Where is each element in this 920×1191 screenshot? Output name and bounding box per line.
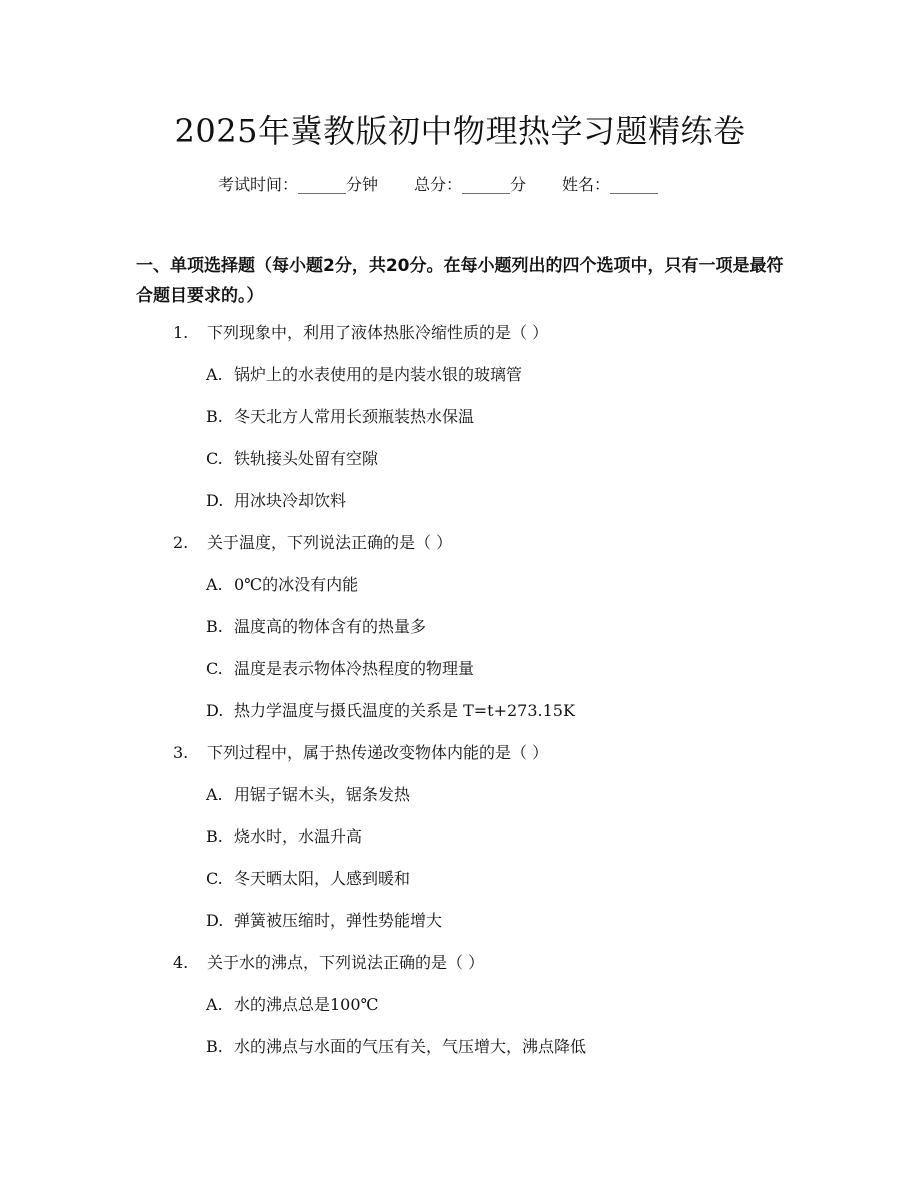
exam-info-line [218,173,658,197]
option-text: 水的沸点总是100℃ [234,995,379,1014]
option-letter: A. [206,575,223,594]
option-text: 热力学温度与摄氏温度的关系是 T=t+273.15K [234,701,575,720]
option-letter: C. [206,659,223,678]
option-letter: A. [206,785,223,804]
question-text: 下列过程中，属于热传递改变物体内能的是（ ） [207,743,549,762]
question-number: 4. [173,953,189,972]
option-text: 冬天晒太阳，人感到暖和 [234,869,411,888]
question-text: 关于温度，下列说法正确的是（ ） [207,533,453,552]
option-letter: B. [206,827,223,846]
answer-option [206,485,346,517]
option-text: 0℃的冰没有内能 [234,575,359,594]
option-text: 用冰块冷却饮料 [234,491,347,510]
option-text: 温度高的物体含有的热量多 [234,617,427,636]
option-text: 锅炉上的水表使用的是内装水银的玻璃管 [234,365,523,384]
option-letter: B. [206,407,223,426]
section-heading: 一、单项选择题（每小题2分，共20分。在每小题列出的四个选项中，只有一项是最符合题目要求的。） [136,256,784,306]
question-stem [173,317,548,349]
answer-option [206,443,378,475]
option-text: 冬天北方人常用长颈瓶装热水保温 [234,407,475,426]
option-text: 温度是表示物体冷热程度的物理量 [234,659,475,678]
answer-option [206,779,410,811]
option-letter: A. [206,365,223,384]
name-field: 姓名：______ [562,175,659,194]
question-text: 下列现象中，利用了液体热胀冷缩性质的是（ ） [207,323,549,342]
question-number: 3. [173,743,189,762]
option-letter: C. [206,449,223,468]
option-text: 铁轨接头处留有空隙 [234,449,379,468]
question-stem [173,527,452,559]
option-letter: D. [206,911,224,930]
page-title: 2025年冀教版初中物理热学习题精练卷 [174,112,746,150]
question-text: 关于水的沸点，下列说法正确的是（ ） [207,953,485,972]
total-score-field: 总分：______分 [414,175,527,194]
exam-time-field: 考试时间：______分钟 [218,175,379,194]
answer-option [206,401,474,433]
option-text: 水的沸点与水面的气压有关，气压增大，沸点降低 [234,1037,587,1056]
option-letter: C. [206,869,223,888]
answer-option [206,569,358,601]
question-number: 1. [173,323,189,342]
answer-option [206,905,442,937]
answer-option [206,653,474,685]
question-stem [173,947,484,979]
answer-option [206,359,522,391]
answer-option [206,1031,586,1063]
option-text: 用锯子锯木头，锯条发热 [234,785,411,804]
option-letter: D. [206,701,224,720]
question-number: 2. [173,533,189,552]
answer-option [206,821,362,853]
answer-option [206,863,410,895]
question-stem [173,737,548,769]
option-letter: D. [206,491,224,510]
answer-option [206,695,575,727]
answer-option [206,611,426,643]
option-text: 弹簧被压缩时，弹性势能增大 [234,911,443,930]
option-letter: B. [206,617,223,636]
option-letter: A. [206,995,223,1014]
option-letter: B. [206,1037,223,1056]
answer-option [206,989,378,1021]
option-text: 烧水时，水温升高 [234,827,363,846]
